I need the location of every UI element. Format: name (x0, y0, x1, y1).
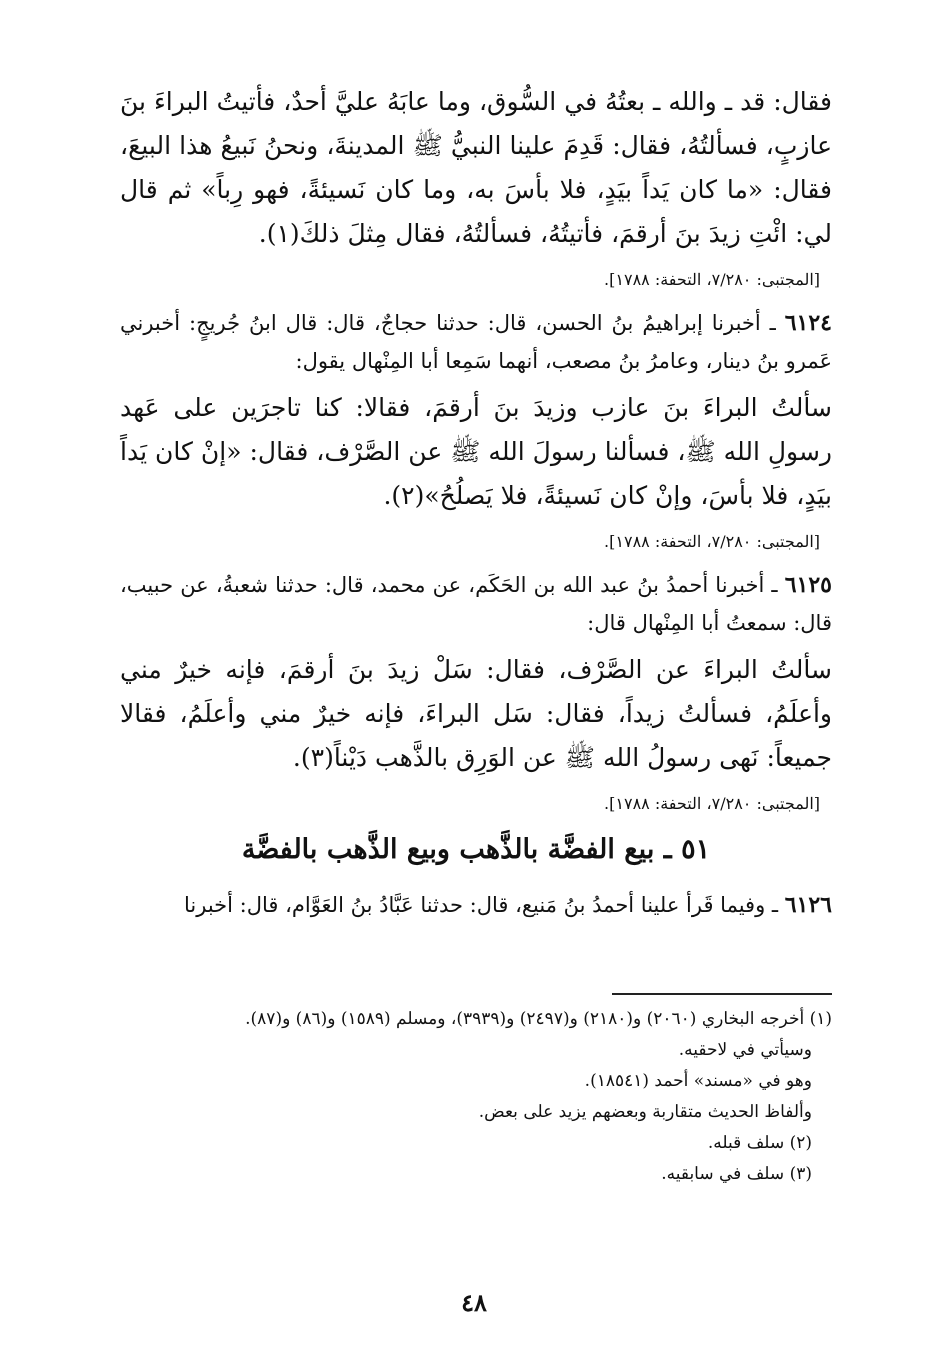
isnad-paragraph (120, 886, 832, 924)
reference-note: [المجتبى: ٧/٢٨٠، التحفة: ١٧٨٨]. (604, 270, 820, 289)
isnad-text: ـ أخبرنا أحمدُ بنُ عبد الله بن الحَكَم، عن محمد، قال: حدثنا شعبةُ، عن حبيب، قال: سمعتُ أبا المِنْهال قال: (120, 573, 832, 635)
hadith-text: سألتُ البراءَ عن الصَّرْف، فقال: سَلْ زيدَ بنَ أرقمَ، فإنه خيرٌ مني وأعلَمُ، فسألتُ زيداً، فقال: سَل البراءَ، فإنه خيرٌ مني وأعلَمُ، فقالا جميعاً: نَهى رسولُ الله ﷺ عن الوَرِق بالذَّهب دَيْناً(٣). (120, 655, 832, 772)
chapter-heading: ٥١ ـ بيع الفضَّة بالذَّهب وبيع الذَّهب بالفضَّة (241, 834, 711, 865)
page-number: ٤٨ (461, 1288, 487, 1317)
isnad-text: ـ أخبرنا إبراهيمُ بنُ الحسن، قال: حدثنا حجاجٌ، قال: قال ابنُ جُريجٍ: أخبرني عَمرو بنُ دينار، وعامرُ بنُ مصعب، أنهما سَمِعا أبا المِنْهال يقول: (120, 311, 832, 373)
isnad-paragraph (120, 566, 832, 642)
isnad-text: ـ وفيما قَرأ علينا أحمدُ بنُ مَنيع، قال: حدثنا عَبَّادُ بنُ العَوَّام، قال: أخبرنا (183, 893, 785, 917)
footnote: (١) أخرجه البخاري (٢٠٦٠) و(٢١٨٠) و(٢٤٩٧) و(٣٩٣٩)، ومسلم (١٥٨٩) و(٨٦) و(٨٧). (245, 1009, 832, 1029)
page-body (120, 80, 832, 930)
footnote: وسيأتي في لاحقيه. (678, 1040, 812, 1060)
hadith-text: سألتُ البراءَ بنَ عازب وزيدَ بنَ أرقمَ، فقالا: كنا تاجرَين على عَهد رسولِ الله ﷺ، فسألنا رسولَ الله ﷺ عن الصَّرْف، فقال: «إنْ كان يَداً بيَدٍ، فلا بأسَ، وإنْ كان نَسيئةً، فلا يَصلُحُ»(٢). (120, 393, 832, 510)
footnote: وألفاظ الحديث متقاربة وبعضهم يزيد على بعض. (478, 1102, 812, 1122)
hadith-number: ٦١٢٤ (784, 310, 832, 336)
reference-note: [المجتبى: ٧/٢٨٠، التحفة: ١٧٨٨]. (604, 794, 820, 813)
footnote: (٣) سلف في سابقيه. (661, 1164, 812, 1184)
hadith-number: ٦١٢٦ (784, 892, 832, 918)
isnad-paragraph (120, 304, 832, 380)
hadith-text: فقال: قد ـ والله ـ بعتُهُ في السُّوق، وما عابَهُ عليَّ أحدٌ، فأتيتُ البراءَ بنَ عازبٍ، فسألتُهُ، فقال: قَدِمَ علينا النبيُّ ﷺ المدينةَ، ونحنُ نَبيعُ هذا البيعَ، فقال: «ما كان يَداً بيَدٍ، فلا بأسَ به، وما كان نَسيئةً، فهو رِباً» ثم قال لي: ائْتِ زيدَ بنَ أرقمَ، فأتيتُهُ، فسألتُهُ، فقال مِثلَ ذلكَ(١). (120, 87, 832, 248)
footnotes (120, 1004, 832, 1190)
hadith-number: ٦١٢٥ (784, 572, 832, 598)
reference-note: [المجتبى: ٧/٢٨٠، التحفة: ١٧٨٨]. (604, 532, 820, 551)
footnote: (٢) سلف قبله. (707, 1133, 812, 1153)
footnote-separator (612, 993, 832, 995)
footnote: وهو في «مسند» أحمد (١٨٥٤١). (584, 1071, 812, 1091)
